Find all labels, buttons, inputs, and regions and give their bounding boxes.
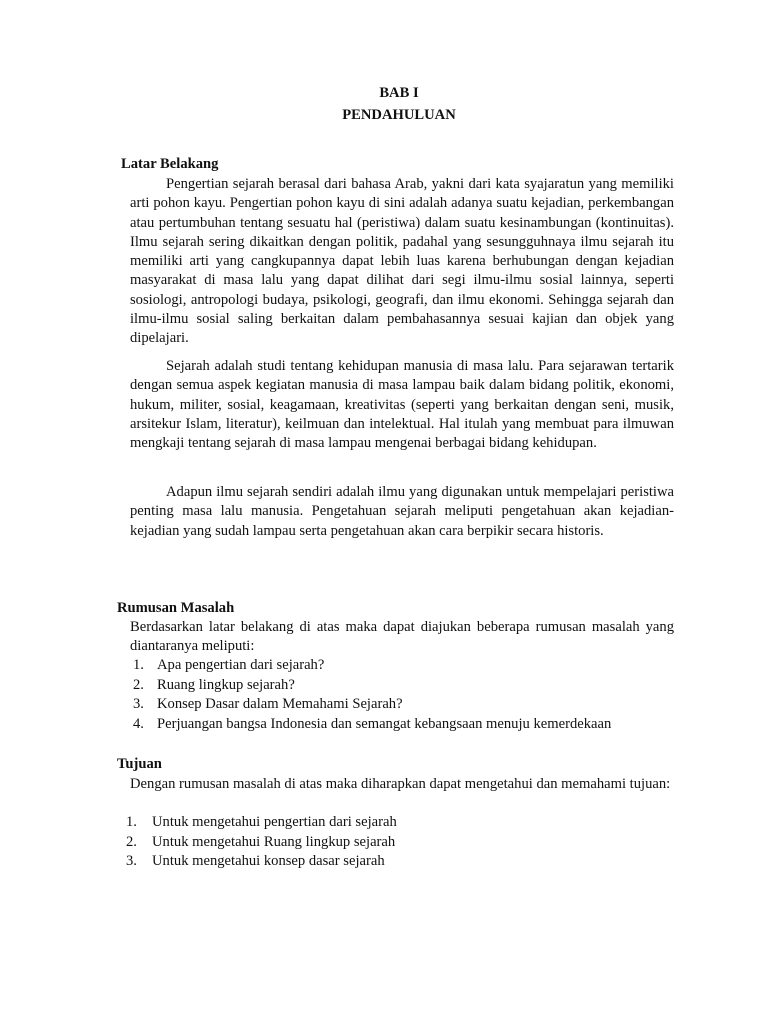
paragraph-2: Sejarah adalah studi tentang kehidupan manusia di masa lalu. Para sejarawan tertarik dengan semua aspek kegiatan manusia di masa lampau baik dalam bidang politik, ekonomi, hukum, militer, sosial, keagamaan, kreativitas (seperti yang berkaitan dengan seni, musik, arsitekur Islam, literatur), keilmuan dan intelektual. Hal itulah yang membuat para ilmuwan mengkaji tentang sejarah di masa lampau mengenai berbagai bidang kehidupan. bbox=[130, 358, 674, 452]
list-text: Untuk mengetahui konsep dasar sejarah bbox=[152, 853, 385, 869]
list-text: Konsep Dasar dalam Memahami Sejarah? bbox=[157, 696, 403, 712]
list-number: 4. bbox=[133, 715, 144, 732]
list-text: Apa pengertian dari sejarah? bbox=[157, 657, 325, 673]
section-heading-rumusan-masalah: Rumusan Masalah bbox=[117, 600, 235, 616]
chapter-number: BAB I bbox=[379, 85, 419, 101]
list-item bbox=[130, 695, 690, 715]
tujuan-intro: Dengan rumusan masalah di atas maka diharapkan dapat mengetahui dan memahami tujuan: bbox=[130, 776, 671, 792]
chapter-title: PENDAHULUAN bbox=[342, 107, 456, 123]
rumusan-masalah-intro: Berdasarkan latar belakang di atas maka dapat diajukan beberapa rumusan masalah yang diantaranya meliputi: bbox=[130, 619, 674, 655]
list-text: Untuk mengetahui pengertian dari sejarah bbox=[152, 814, 397, 830]
list-number: 2. bbox=[126, 833, 137, 850]
list-item bbox=[130, 656, 690, 676]
list-number: 3. bbox=[126, 853, 137, 869]
section-heading-tujuan: Tujuan bbox=[117, 756, 162, 772]
list-text: Perjuangan bangsa Indonesia dan semangat kebangsaan menuju kemerdekaan bbox=[157, 715, 612, 732]
list-item bbox=[130, 715, 690, 735]
rumusan-masalah-list bbox=[130, 656, 690, 734]
tujuan-list bbox=[126, 813, 686, 872]
list-text: Ruang lingkup sejarah? bbox=[157, 676, 295, 693]
list-item bbox=[130, 676, 690, 696]
list-number: 2. bbox=[133, 676, 144, 693]
list-item bbox=[126, 833, 686, 853]
list-item bbox=[126, 852, 686, 872]
list-number: 1. bbox=[126, 814, 137, 830]
list-text: Untuk mengetahui Ruang lingkup sejarah bbox=[152, 833, 396, 850]
list-number: 1. bbox=[133, 657, 144, 673]
paragraph-1: Pengertian sejarah berasal dari bahasa Arab, yakni dari kata syajaratun yang memiliki arti pohon kayu. Pengertian pohon kayu di sini adalah adanya suatu kejadian, perkembangan atau pertumbuhan tentang sesuatu hal (peristiwa) dalam suatu kesinambungan (kontinuitas). Ilmu sejarah sering dikaitkan dengan politik, padahal yang sesungguhnaya ilmu sejarah itu memiliki arti yang cangkupannya dapat lebih luas karena berhubungan dengan kejadian masyarakat di masa lalu yang dapat dilihat dari segi ilmu-ilmu sosial lainnya, seperti sosiologi, antropologi budaya, psikologi, geografi, dan ilmu ekonomi. Sehingga sejarah dan ilmu-ilmu sosial saling berkaitan dalam pembahasannya sesuai kajian dan objek yang dipelajari. bbox=[130, 176, 674, 347]
list-item bbox=[126, 813, 686, 833]
section-heading-latar-belakang: Latar Belakang bbox=[121, 156, 219, 172]
list-number: 3. bbox=[133, 696, 144, 712]
paragraph-3: Adapun ilmu sejarah sendiri adalah ilmu yang digunakan untuk mempelajari peristiwa penting masa lalu manusia. Pengetahuan sejarah meliputi pengetahuan akan kejadian-kejadian yang sudah lampau serta pengetahuan akan cara berpikir secara historis. bbox=[130, 484, 674, 539]
